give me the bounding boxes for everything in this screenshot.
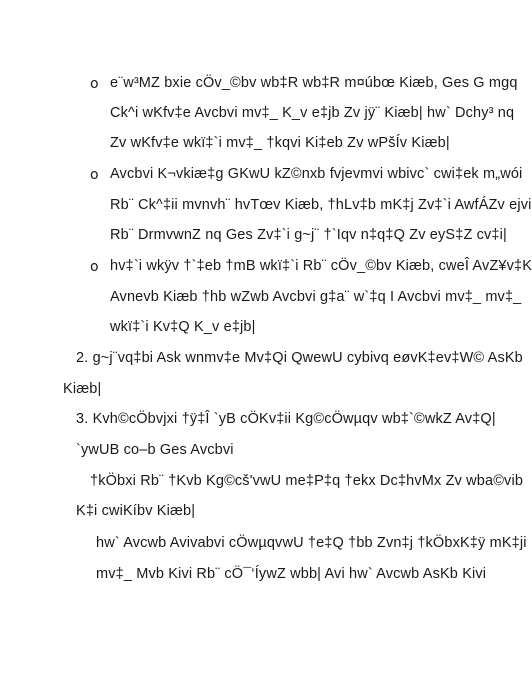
paragraph-2-line-1: hw` Avcwb Avivabvi cÖwµqvwU †e‡Q †bb Zvn‡j †kÖbxK‡ÿ mK‡ji (96, 535, 527, 551)
bullet-marker: o (90, 167, 99, 183)
bullet-2-line-3: Rb¨ DrmvwnZ nq Ges Zv‡`i g~j¨ †`Iqv n‡q‡Q Zv eyS‡Z cv‡i| (110, 227, 507, 243)
paragraph-1-line-2: K‡i cwiKíbv Kiæb| (76, 503, 196, 519)
numbered-item-2-line-2: Kiæb| (63, 381, 102, 397)
numbered-item-3-line-1: 3. Kvh©cÖbvjxi †ÿ‡Î `yB cÖKv‡ii Kg©cÖwµqv wb‡`©wkZ Av‡Q| (76, 411, 496, 427)
bullet-3-line-3: wkï‡`i Kv‡Q K_v e‡jb| (110, 319, 256, 335)
numbered-item-2-line-1: 2. g~j¨vq‡bi Ask wnmv‡e Mv‡Qi QwewU cybivq eøvK‡ev‡W© AsKb (76, 350, 523, 366)
bullet-2-line-1: Avcbvi K¬vkiæ‡g GKwU kZ©nxb fvjevmvi wbivc` cwi‡ek m„wói (110, 166, 523, 182)
bullet-1-line-2: Ck^i wKfv‡e Avcbvi mv‡_ K_v e‡jb Zv jÿ¨ Kiæb| hw` Dchy³ nq (110, 105, 515, 121)
bullet-1-line-1: e¨w³MZ bxie cÖv_©bv wb‡R wb‡R m¤úbœ Kiæb, Ges G mgq (110, 75, 518, 91)
bullet-2-line-2: Rb¨ Ck^‡ii mvnvh¨ hvTœv Kiæb, †hLv‡b mK‡j Zv‡`i AwfÁZv ejvi (110, 197, 532, 213)
bullet-3-line-1: hv‡`i wkÿv †`‡eb †mB wkï‡`i Rb¨ cÖv_©bv Kiæb, cweÎ AvZ¥v‡K (110, 258, 532, 274)
bullet-marker: o (90, 76, 99, 92)
bullet-3-line-2: Avnevb Kiæb †hb wZwb Avcbvi g‡a¨ w`‡q I Avcbvi mv‡_ mv‡_ (110, 289, 522, 305)
numbered-item-3-line-2: `ywUB co–b Ges Avcbvi (76, 442, 234, 458)
paragraph-2-line-2: mv‡_ Mvb Kivi Rb¨ cÖ¯‘ÍywZ wbb| Avi hw` Avcwb AsKb Kivi (96, 566, 487, 582)
paragraph-1-line-1: †kÖbxi Rb¨ †Kvb Kg©cš'vwU me‡P‡q †ekx Dc‡hvMx Zv wba©vib (90, 473, 524, 489)
bullet-1-line-3: Zv wKfv‡e wkï‡`i mv‡_ †kqvi Ki‡eb Zv wPšÍv Kiæb| (110, 135, 450, 151)
bullet-marker: o (90, 259, 99, 275)
